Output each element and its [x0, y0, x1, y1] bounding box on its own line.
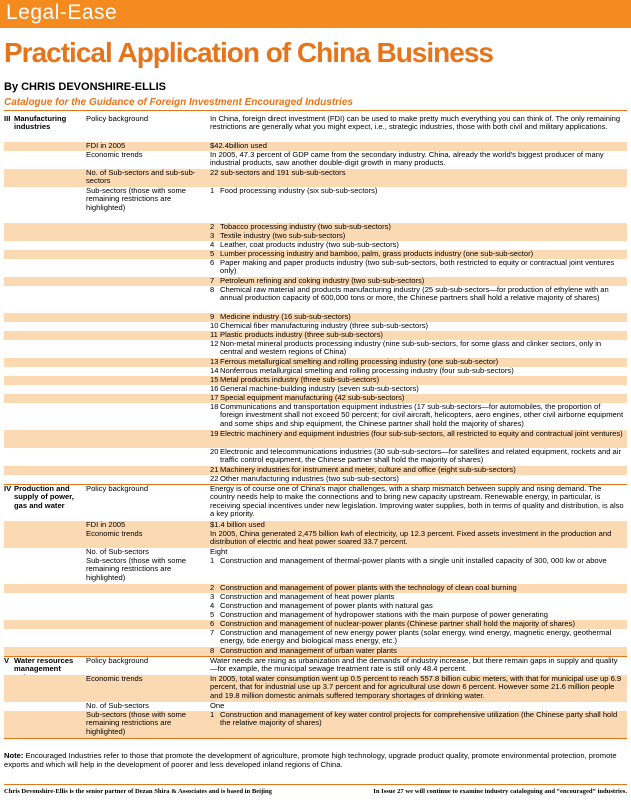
- table-row: [4, 657, 627, 675]
- row-label: [84, 367, 208, 376]
- subsector-text: Construction and management of power plants with natural gas: [220, 601, 433, 610]
- row-label: No. of Sub-sectors: [86, 701, 149, 710]
- section-number: [4, 142, 12, 151]
- row-value: [208, 448, 627, 466]
- subsector-text: Construction and management of thermal-power plants with a single unit installed capacity of 300, 000 kw or above: [220, 556, 607, 565]
- page-title: Practical Application of China Business: [4, 37, 493, 68]
- subsector-text: Non-metal mineral products processing industry (nine sub-sub-sectors, for some glass and clinker sectors, only in central and western regions of China): [220, 339, 602, 357]
- subsector-text: Leather, coat products industry (two sub-sub-sectors): [220, 240, 399, 249]
- sector-name: [12, 403, 84, 430]
- subsector-number: 17: [210, 393, 219, 402]
- subsector-number: 7: [210, 628, 215, 637]
- row-value: [208, 403, 627, 430]
- section-number: [4, 620, 12, 629]
- section-number: [4, 629, 12, 647]
- table-row: [4, 286, 627, 313]
- table-row: [4, 403, 627, 430]
- header-rule: [4, 110, 627, 111]
- row-value: Eight: [210, 547, 228, 556]
- footer-next-issue: In Issue 27 we will continue to examine industry cataloguing and “encouraged” industries.: [373, 788, 627, 795]
- section-number: [4, 358, 12, 367]
- subsector-number: 2: [210, 222, 215, 231]
- section-number: [4, 394, 12, 403]
- table-row: [4, 187, 627, 223]
- section-number: [4, 475, 12, 484]
- subsector-number: 5: [210, 610, 215, 619]
- subsector-number: 21: [210, 465, 219, 474]
- row-label: Economic trends: [86, 674, 143, 683]
- row-label: Policy background: [86, 114, 149, 123]
- row-label: No. of Sub-sectors and sub-sub-sectors: [86, 168, 196, 186]
- sector-name: [12, 367, 84, 376]
- subsector-number: 9: [210, 312, 215, 321]
- sector-name: [12, 151, 84, 169]
- subsector-number: 8: [210, 285, 215, 294]
- row-label: [84, 620, 208, 629]
- subsector-text: Petroleum refining and coking industry (two sub-sub-sectors): [220, 276, 425, 285]
- row-label: [84, 403, 208, 430]
- row-label: [84, 250, 208, 259]
- section-number: [4, 151, 12, 169]
- subsector-text: Construction and management of nuclear-power plants (Chinese partner shall hold the majority of shares): [220, 619, 575, 628]
- subsector-text: Metal products industry (three sub-sub-sectors): [220, 375, 380, 384]
- row-value: In 2005, China generated 2,475 billion kwh of electricity, up 12.3 percent. Fixed assets investment in the production and distribution of electric and heat power soared 33.7 percent.: [210, 529, 612, 547]
- sector-name: [12, 313, 84, 322]
- sector-name: [12, 557, 84, 584]
- row-label: No. of Sub-sectors: [86, 547, 149, 556]
- section-label: Legal-Ease: [6, 1, 118, 24]
- sector-name: Water resources management: [14, 656, 74, 674]
- section-number: [4, 584, 12, 593]
- row-label: [84, 340, 208, 358]
- sector-name: [12, 232, 84, 241]
- section-number: [4, 340, 12, 358]
- section-number: [4, 430, 12, 448]
- sector-name: [12, 241, 84, 250]
- row-label: [84, 331, 208, 340]
- row-value: In China, foreign direct investment (FDI) can be used to make pretty much everything you can think of. The only remaining restrictions are generally what you might expect, i.e., strategic industries, those with both civil and military applications.: [210, 114, 621, 132]
- subsector-number: 3: [210, 231, 215, 240]
- sector-name: Production and supply of power, gas and water: [14, 484, 74, 510]
- row-label: [84, 322, 208, 331]
- row-label: [84, 430, 208, 448]
- sector-name: [12, 466, 84, 475]
- row-label: [84, 277, 208, 286]
- table-row: [4, 259, 627, 277]
- row-label: Sub-sectors (those with some remaining restrictions are highlighted): [86, 556, 187, 582]
- section-number: [4, 448, 12, 466]
- sector-name: [12, 629, 84, 647]
- row-label: FDI in 2005: [86, 141, 126, 150]
- row-label: [84, 602, 208, 611]
- sector-name: [12, 711, 84, 738]
- subsector-number: 11: [210, 330, 218, 339]
- row-label: [84, 223, 208, 232]
- table-row: [4, 448, 627, 466]
- subsector-number: 2: [210, 583, 215, 592]
- subsector-number: 6: [210, 258, 215, 267]
- row-label: Sub-sectors (those with some remaining restrictions are highlighted): [86, 710, 187, 736]
- row-label: [84, 358, 208, 367]
- note-label: Note:: [4, 751, 24, 760]
- section-number: [4, 223, 12, 232]
- subsector-text: Construction and management of key water control projects for comprehensive utilization (the Chinese party shall hold the relative majority of shares): [220, 710, 618, 728]
- subsector-number: 14: [210, 366, 219, 375]
- section-number: [4, 521, 12, 530]
- row-label: Economic trends: [86, 529, 143, 538]
- section-number: [4, 647, 12, 656]
- row-label: Sub-sectors (those with some remaining restrictions are highlighted): [86, 186, 187, 212]
- section-number: [4, 702, 12, 711]
- row-value: One: [210, 701, 225, 710]
- subsector-text: Tobacco processing industry (two sub-sub-sectors): [220, 222, 391, 231]
- section-number: [4, 241, 12, 250]
- section-number: [4, 711, 12, 738]
- subsector-text: Construction and management of hydropower stations with the main purpose of power generating: [220, 610, 548, 619]
- section-number: [4, 611, 12, 620]
- row-value: In 2005, total water consumption went up 0.5 percent to reach 557.8 billion cubic meters, with that for municipal use up 6.9 percent, that for industrial use up 3.7 percent and for agricultural use down 6 percent. However some 21.6 million people and 19.8 million domestic animals suffered temporary shortages of drinking water.: [210, 674, 622, 700]
- sector-name: [12, 187, 84, 223]
- subsector-text: Special equipment manufacturing (42 sub-sub-sectors): [220, 393, 405, 402]
- subsector-text: Food processing industry (six sub-sub-sectors): [220, 186, 378, 195]
- subsector-number: 22: [210, 474, 219, 483]
- subsector-number: 13: [210, 357, 219, 366]
- section-number: [4, 548, 12, 557]
- sector-name: [12, 385, 84, 394]
- footer: [4, 788, 627, 795]
- row-value: [208, 259, 627, 277]
- row-label: [84, 448, 208, 466]
- section-number: [4, 675, 12, 702]
- row-value: Energy is of course one of China's major challenges, with a sharp mismatch between supply and rising demand. The country needs help to make the connections and to bring new capacity upstream. Renewable energy, in particular, is receiving special incentives under new legislation. Improving water supplies, both in terms of quality and distribution, is also a key priority.: [210, 484, 624, 519]
- row-label: [84, 584, 208, 593]
- sector-name: [12, 394, 84, 403]
- subsector-number: 1: [210, 556, 215, 565]
- row-value: [208, 647, 627, 656]
- table-row: [4, 629, 627, 647]
- row-label: FDI in 2005: [86, 520, 126, 529]
- row-value: [208, 475, 627, 484]
- subsector-text: Construction and management of new energy power plants (solar energy, wind energy, magnetic energy, geothermal energy, tide energy and biological mass energy, etc.): [220, 628, 612, 646]
- subsector-text: Machinery industries for instrument and meter, culture and office (eight sub-sub-sectors): [220, 465, 516, 474]
- section-number: [4, 277, 12, 286]
- section-number: [4, 250, 12, 259]
- sector-name: [12, 331, 84, 340]
- subsector-text: Construction and management of power plants with the technology of clean coal burning: [220, 583, 517, 592]
- subsector-number: 3: [210, 592, 215, 601]
- subsector-number: 16: [210, 384, 219, 393]
- section-number: [4, 602, 12, 611]
- sector-name: [12, 250, 84, 259]
- subsector-number: 8: [210, 646, 215, 655]
- subsector-number: 10: [210, 321, 219, 330]
- note: [4, 751, 627, 769]
- sector-name: [12, 675, 84, 702]
- table-row: [4, 675, 627, 702]
- section-number: [4, 403, 12, 430]
- section-number: [4, 530, 12, 548]
- table-row: [4, 711, 627, 739]
- sector-name: [12, 376, 84, 385]
- section-number: [4, 466, 12, 475]
- section-number: [4, 322, 12, 331]
- sector-name: [12, 358, 84, 367]
- subsector-number: 1: [210, 710, 215, 719]
- section-number: [4, 313, 12, 322]
- catalogue-title: Catalogue for the Guidance of Foreign Investment Encouraged Industries: [4, 97, 353, 108]
- sector-name: [12, 521, 84, 530]
- sector-name: [12, 530, 84, 548]
- row-label: [84, 259, 208, 277]
- section-number: [4, 187, 12, 223]
- row-label: [84, 313, 208, 322]
- section-number: [4, 286, 12, 313]
- row-value: [208, 557, 627, 584]
- subsector-number: 4: [210, 601, 215, 610]
- footer-author-note: Chris Devonshire-Ellis is the senior partner of Dezan Shira & Associates and is based in Beijing: [4, 788, 272, 795]
- subsector-number: 20: [210, 447, 219, 456]
- sector-name: [12, 475, 84, 484]
- sector-name: [12, 169, 84, 187]
- sector-name: [12, 584, 84, 593]
- subsector-text: Communications and transportation equipment industries (17 sub-sub-sectors—for automobiles, the proportion of foreign investment shall not exceed 50 percent; for civil aircraft, helicopters, aero engines, other civil airborne equipment and some ships and ship equipment, the Chinese partner shall hold the majority of shares): [220, 402, 624, 428]
- table-row: [4, 557, 627, 584]
- row-label: [84, 286, 208, 313]
- row-label: [84, 241, 208, 250]
- sector-name: [12, 620, 84, 629]
- sector-name: [12, 548, 84, 557]
- footer-rule: [4, 784, 627, 785]
- row-value: [208, 711, 627, 738]
- section-number: [4, 169, 12, 187]
- subsector-number: 4: [210, 240, 215, 249]
- subsector-text: Lumber processing industry and bamboo, palm, grass products industry (one sub-sub-sector): [220, 249, 534, 258]
- subsector-text: Electric machinery and equipment industries (four sub-sub-sectors, all restricted to equity and contractual joint ventures): [220, 429, 623, 438]
- sector-name: [12, 647, 84, 656]
- table-row: [4, 485, 627, 521]
- note-text: Encouraged Industries refer to those that promote the development of agriculture, promote high technology, upgrade product quality, promote environmental protection, promote exports and which will help in the development of poorer and less developed inland regions of China.: [4, 751, 617, 769]
- subsector-text: Textile industry (two sub-sub-sectors): [220, 231, 346, 240]
- sector-name: [12, 286, 84, 313]
- row-value: [208, 286, 627, 313]
- row-label: Policy background: [86, 484, 149, 493]
- row-label: [84, 475, 208, 484]
- section-number: [4, 232, 12, 241]
- row-label: [84, 394, 208, 403]
- subsector-number: 6: [210, 619, 215, 628]
- subsector-text: Nonferrous metallurgical smelting and rolling processing industry (four sub-sub-sectors): [220, 366, 514, 375]
- section-number: [4, 593, 12, 602]
- subsector-text: Chemical fiber manufacturing industry (three sub-sub-sectors): [220, 321, 429, 330]
- table-row: [4, 430, 627, 448]
- subsector-text: Construction and management of heat power plants: [220, 592, 395, 601]
- row-value: 22 sub-sectors and 191 sub-sub-sectors: [210, 168, 346, 177]
- row-label: [84, 385, 208, 394]
- sector-name: [12, 142, 84, 151]
- row-label: [84, 232, 208, 241]
- sector-name: [12, 223, 84, 232]
- section-banner: [0, 0, 631, 28]
- subsector-number: 19: [210, 429, 219, 438]
- table-row: [4, 151, 627, 169]
- subsector-text: Construction and management of urban water plants: [220, 646, 397, 655]
- subsector-text: Plastic products industry (three sub-sub-sectors): [220, 330, 383, 339]
- subsector-text: Ferrous metallurgical smelting and rolling processing industry (one sub-sub-sector): [220, 357, 499, 366]
- row-value: $42.4billion used: [210, 141, 267, 150]
- section-number: [4, 331, 12, 340]
- subsector-number: 5: [210, 249, 215, 258]
- row-value: [208, 430, 627, 448]
- subsector-text: Paper making and paper products industry (two sub-sub-sectors, both restricted to equity or contractual joint ventures only): [220, 258, 615, 276]
- subsector-text: Other manufacturing industries (two sub-sub-sectors): [220, 474, 399, 483]
- row-label: [84, 466, 208, 475]
- row-value: [208, 629, 627, 647]
- sector-name: [12, 430, 84, 448]
- subsector-text: Chemical raw material and products manufacturing industry (25 sub-sub-sectors—for production of ethylene with an annual production capacity of 600,000 tons or more, the Chinese partners shall hold a relative majority of shares): [220, 285, 609, 303]
- byline: By CHRIS DEVONSHIRE-ELLIS: [4, 81, 166, 93]
- row-value: [208, 187, 627, 223]
- section-number: IV: [4, 484, 12, 493]
- section-number: III: [4, 114, 11, 123]
- row-value: Water needs are rising as urbanization and the demands of industry increase, but there remain gaps in supply and quality—for example, the municipal sewage treatment rate is still only 48.4 percent.: [210, 656, 618, 674]
- table-row: [4, 530, 627, 548]
- subsector-number: 1: [210, 186, 215, 195]
- row-value: $1.4 billion used: [210, 520, 265, 529]
- sector-name: [12, 259, 84, 277]
- row-value: In 2005, 47.3 percent of GDP came from the secondary industry. China, already the world's biggest producer of many industrial products, saw another double-digit growth in many products.: [210, 150, 604, 168]
- subsector-text: Medicine industry (16 sub-sub-sectors): [220, 312, 351, 321]
- section-number: [4, 557, 12, 584]
- section-number: [4, 376, 12, 385]
- section-number: [4, 259, 12, 277]
- subsector-number: 7: [210, 276, 215, 285]
- row-value: [208, 340, 627, 358]
- table-row: [4, 340, 627, 358]
- section-number: V: [4, 656, 10, 665]
- sector-name: [12, 322, 84, 331]
- subsector-number: 18: [210, 402, 219, 411]
- row-label: [84, 629, 208, 647]
- sector-name: [12, 602, 84, 611]
- catalogue-table: [4, 115, 627, 739]
- sector-name: [12, 611, 84, 620]
- subsector-number: 15: [210, 375, 219, 384]
- row-label: Economic trends: [86, 150, 143, 159]
- table-row: [4, 169, 627, 187]
- row-label: [84, 647, 208, 656]
- section-number: [4, 385, 12, 394]
- sector-name: [12, 448, 84, 466]
- row-label: [84, 376, 208, 385]
- row-label: [84, 611, 208, 620]
- sector-name: [12, 277, 84, 286]
- table-row: [4, 115, 627, 142]
- subsector-text: General machine-building industry (seven sub-sub-sectors): [220, 384, 419, 393]
- sector-name: [12, 340, 84, 358]
- row-label: Policy background: [86, 656, 149, 665]
- sector-name: Manufacturing industries: [14, 114, 67, 132]
- sector-name: [12, 702, 84, 711]
- subsector-number: 12: [210, 339, 219, 348]
- subsector-text: Electronic and telecommunications industries (30 sub-sub-sectors—for satellites and related equipment, rockets and air traffic control equipment, the Chinese partner shall hold the majority of shares): [220, 447, 621, 465]
- sector-name: [12, 593, 84, 602]
- section-number: [4, 367, 12, 376]
- row-label: [84, 593, 208, 602]
